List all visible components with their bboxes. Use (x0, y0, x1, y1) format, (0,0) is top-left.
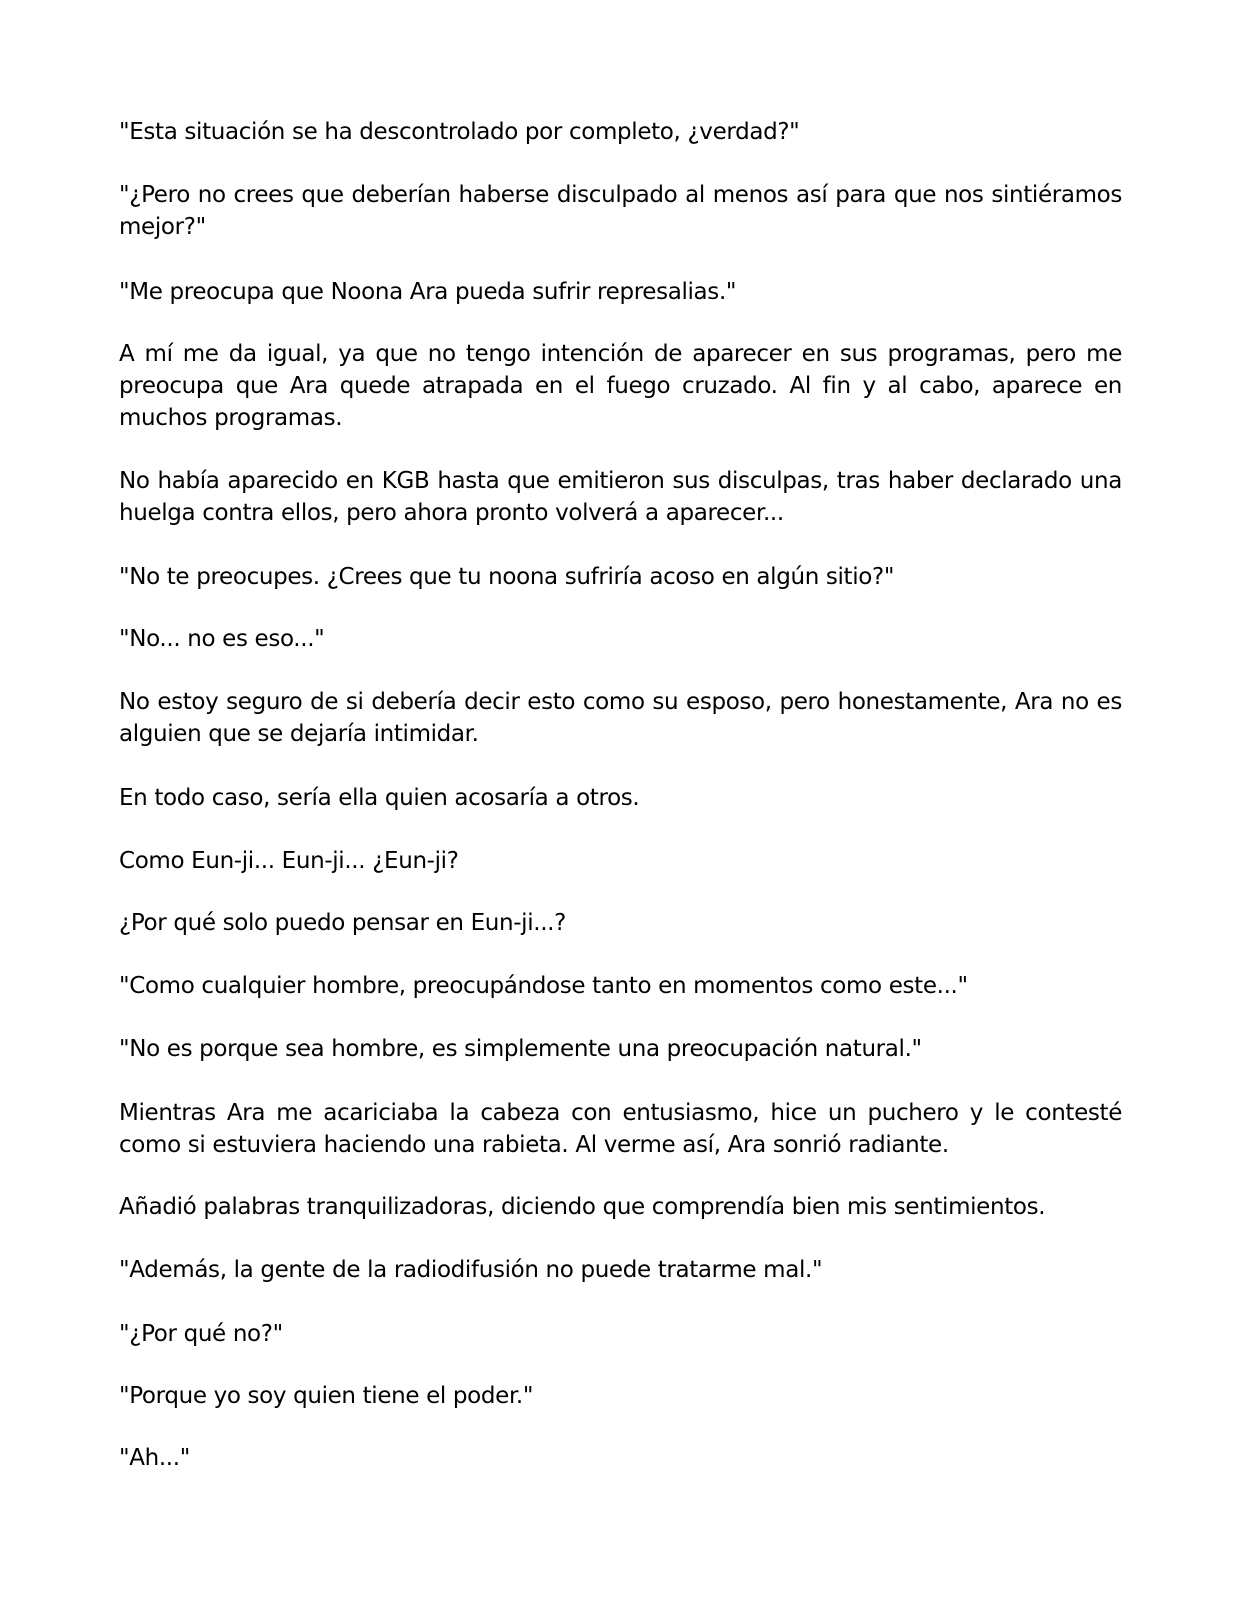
paragraph: "No te preocupes. ¿Crees que tu noona sufriría acoso en algún sitio?" (119, 564, 895, 590)
paragraph: En todo caso, sería ella quien acosaría a otros. (119, 785, 640, 811)
paragraph: "No... no es eso..." (119, 626, 325, 652)
paragraph: No estoy seguro de si debería decir esto como su esposo, pero honestamente, Ara no es alguien que se dejaría intimidar. (119, 689, 1122, 747)
paragraph: Añadió palabras tranquilizadoras, diciendo que comprendía bien mis sentimientos. (119, 1194, 1046, 1220)
paragraph: "Como cualquier hombre, preocupándose tanto en momentos como este..." (119, 973, 968, 999)
paragraph: No había aparecido en KGB hasta que emitieron sus disculpas, tras haber declarado una huelga contra ellos, pero ahora pronto volverá a aparecer... (119, 468, 1122, 526)
paragraph: Mientras Ara me acariciaba la cabeza con entusiasmo, hice un puchero y le contesté como si estuviera haciendo una rabieta. Al verme así, Ara sonrió radiante. (119, 1100, 1122, 1158)
paragraph: Como Eun-ji... Eun-ji... ¿Eun-ji? (119, 848, 459, 874)
paragraph: "¿Por qué no?" (119, 1321, 283, 1347)
paragraph: "¿Pero no crees que deberían haberse disculpado al menos así para que nos sintiéramos mejor?" (119, 182, 1122, 240)
document-page (119, 0, 1122, 1620)
paragraph: "Esta situación se ha descontrolado por completo, ¿verdad?" (119, 119, 800, 145)
paragraph: "Además, la gente de la radiodifusión no puede tratarme mal." (119, 1257, 823, 1283)
paragraph: A mí me da igual, ya que no tengo intención de aparecer en sus programas, pero me preocupa que Ara quede atrapada en el fuego cruzado. Al fin y al cabo, aparece en muchos programas. (119, 341, 1122, 431)
paragraph: "No es porque sea hombre, es simplemente una preocupación natural." (119, 1036, 922, 1062)
paragraph: "Porque yo soy quien tiene el poder." (119, 1383, 534, 1409)
paragraph: "Ah..." (119, 1445, 190, 1471)
paragraph: ¿Por qué solo puedo pensar en Eun-ji...? (119, 910, 566, 936)
paragraph: "Me preocupa que Noona Ara pueda sufrir represalias." (119, 279, 737, 305)
